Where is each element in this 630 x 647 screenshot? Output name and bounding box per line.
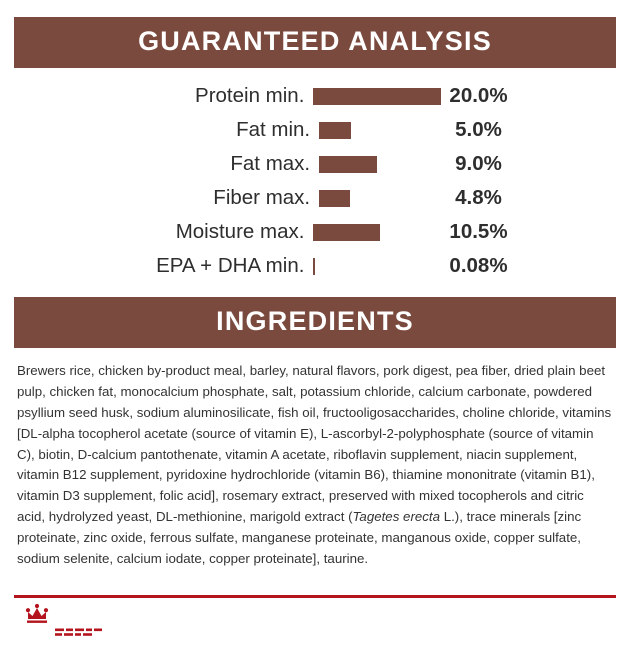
analysis-label: Moisture max. [175,220,305,243]
analysis-label: Fat max. [230,152,311,175]
analysis-bar-track [313,88,441,105]
analysis-value: 20.0% [449,84,508,107]
analysis-bar-fill [319,122,351,139]
product-label-panel [0,17,630,647]
analysis-value: 10.5% [449,220,508,243]
ingredients-latin-name: Tagetes erecta [352,509,441,525]
analysis-bar-fill [319,190,350,207]
analysis-value: 9.0% [455,152,502,175]
analysis-value: 4.8% [455,186,502,209]
analysis-row [14,79,616,113]
analysis-bar-track [319,190,447,207]
analysis-value: 5.0% [455,118,502,141]
analysis-bar-fill [313,258,315,275]
analysis-row [14,181,616,215]
guaranteed-analysis-header: GUARANTEED ANALYSIS [14,17,616,68]
analysis-label: EPA + DHA min. [156,254,305,277]
analysis-bar-track [319,122,447,139]
analysis-row [14,249,616,283]
ingredients-text-part-1: Brewers rice, chicken by-product meal, barley, natural flavors, pork digest, pea fiber, dried plain beet pulp, chicken fat, monocalcium phosphate, salt, potassium chloride, calcium carbonate, powdered psyllium seed husk, sodium aluminosilicate, fish oil, fructooligosaccharides, choline chloride, vitamins [DL-alpha tocopherol acetate (source of vitamin E), L-ascorbyl-2-polyphosphate (source of vitamin C), biotin, D-calcium pantothenate, vitamin A acetate, riboflavin supplement, niacin supplement, vitamin B12 supplement, pyridoxine hydrochloride (vitamin B6), thiamine mononitrate (vitamin B1), vitamin D3 supplement, folic acid], rosemary extract, preserved with mixed tocopherols and citric acid, hydrolyzed yeast, DL-methionine, marigold extract ( [17,363,612,525]
analysis-label: Protein min. [195,84,305,107]
royal-canin-crown-logo [22,603,142,641]
analysis-bar-track [313,224,441,241]
footer-divider [14,595,616,598]
analysis-value: 0.08% [449,254,508,277]
analysis-row [14,113,616,147]
ingredients-header: INGREDIENTS [14,297,616,348]
ingredients-text-part-2: L.), trace minerals [zinc proteinate, zinc oxide, ferrous sulfate, manganese proteinate, manganous oxide, copper sulfate, sodium selenite, calcium iodate, copper proteinate], taurine. [17,509,582,566]
ingredients-text [0,348,630,570]
analysis-row [14,215,616,249]
analysis-bar-track [313,258,441,275]
analysis-bar-fill [319,156,377,173]
guaranteed-analysis-list [0,68,630,287]
analysis-bar-fill [313,88,441,105]
analysis-bar-track [319,156,447,173]
analysis-label: Fiber max. [213,186,311,209]
analysis-bar-fill [313,224,380,241]
analysis-label: Fat min. [236,118,311,141]
footer [0,589,630,647]
analysis-row [14,147,616,181]
